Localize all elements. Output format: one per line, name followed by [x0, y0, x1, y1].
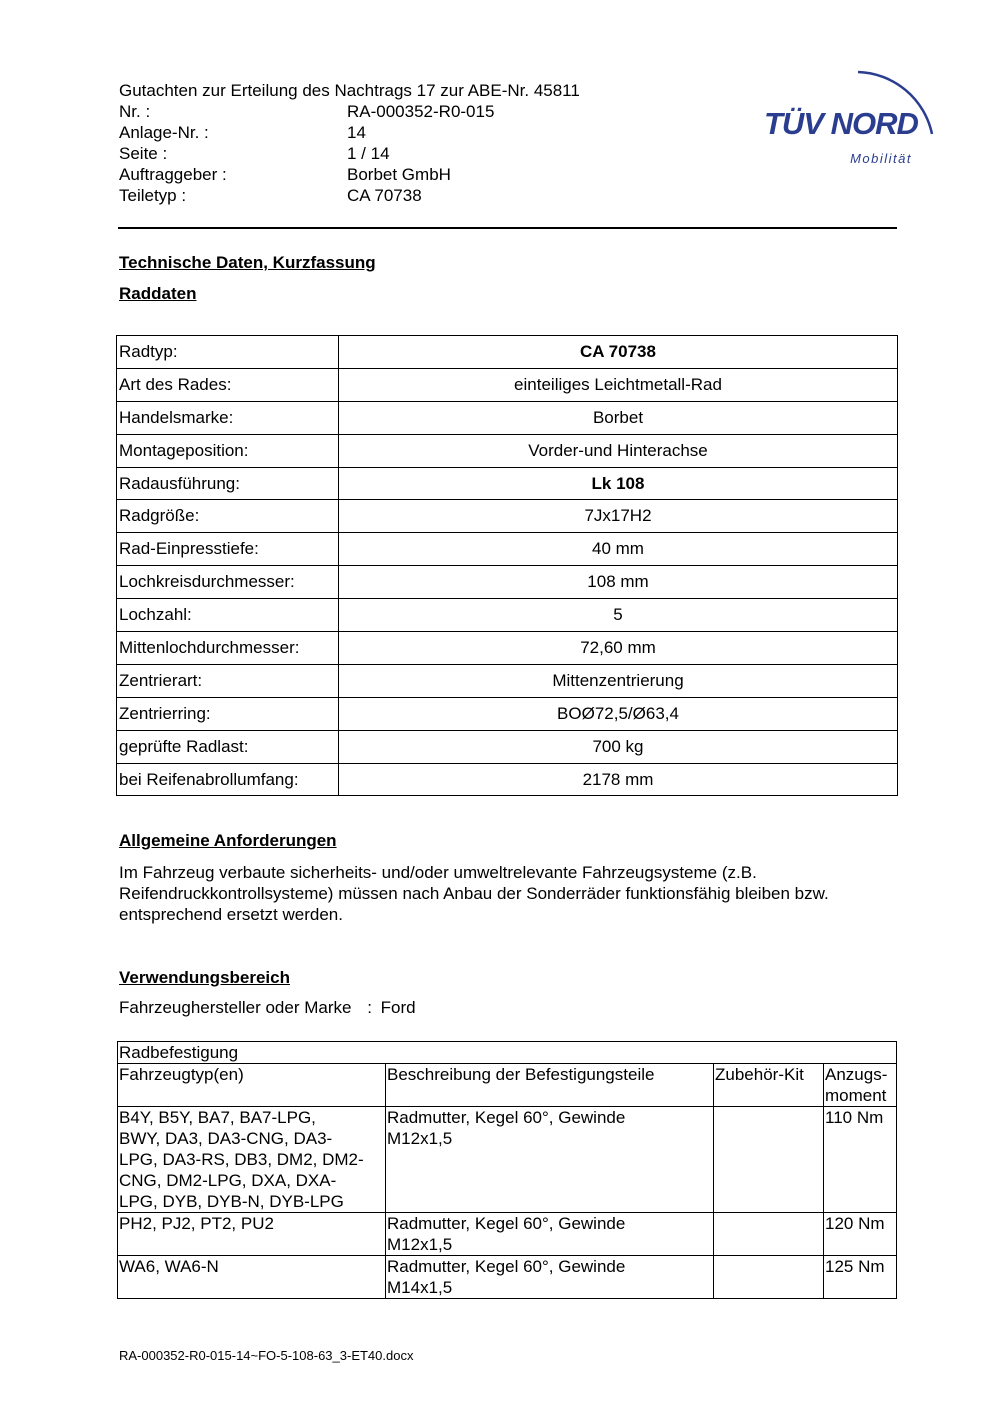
torque-cell: 125 Nm — [824, 1256, 897, 1299]
hersteller-line — [119, 998, 416, 1018]
spec-value: 40 mm — [339, 533, 898, 566]
spec-label: Mittenlochdurchmesser: — [117, 632, 339, 665]
description-line: M12x1,5 — [387, 1129, 453, 1148]
spec-label: Zentrierring: — [117, 697, 339, 730]
spec-label: Radtyp: — [117, 336, 339, 369]
vehicle-types-cell — [118, 1256, 386, 1299]
table-row — [117, 434, 898, 467]
description-line: Radmutter, Kegel 60°, Gewinde — [387, 1257, 626, 1276]
table-row — [117, 664, 898, 697]
header-field-nr — [119, 101, 580, 122]
spec-value: CA 70738 — [339, 336, 898, 369]
column-header: Fahrzeugtyp(en) — [118, 1064, 386, 1107]
vehicle-types-line: WA6, WA6-N — [119, 1257, 219, 1276]
hersteller-separator: : — [367, 998, 372, 1017]
header-field-anlage — [119, 122, 580, 143]
header-divider — [118, 227, 897, 229]
spec-label: Art des Rades: — [117, 368, 339, 401]
spec-value: 5 — [339, 599, 898, 632]
vehicle-types-line: PH2, PJ2, PT2, PU2 — [119, 1214, 274, 1233]
table-title-row — [118, 1042, 897, 1064]
header-field-teiletyp — [119, 185, 580, 206]
column-header-line: Anzugs- — [825, 1065, 888, 1084]
table-row — [117, 500, 898, 533]
table-row — [118, 1256, 897, 1299]
tuv-nord-logo — [764, 58, 944, 173]
spec-label: Radgröße: — [117, 500, 339, 533]
header-field-auftraggeber — [119, 164, 580, 185]
spec-value: 72,60 mm — [339, 632, 898, 665]
header-value: 14 — [347, 123, 366, 142]
column-header: Zubehör-Kit — [714, 1064, 824, 1107]
document-title: Gutachten zur Erteilung des Nachtrags 17 zur ABE-Nr. 45811 — [119, 81, 580, 100]
torque-cell: 120 Nm — [824, 1213, 897, 1256]
table-row — [117, 566, 898, 599]
vehicle-types-cell — [118, 1107, 386, 1213]
spec-value: 7Jx17H2 — [339, 500, 898, 533]
table-header-row — [118, 1064, 897, 1107]
spec-label: Handelsmarke: — [117, 401, 339, 434]
kit-cell — [714, 1213, 824, 1256]
spec-value: einteiliges Leichtmetall-Rad — [339, 368, 898, 401]
header-value: RA-000352-R0-015 — [347, 102, 495, 121]
table-row — [117, 467, 898, 500]
description-cell — [386, 1256, 714, 1299]
radbefestigung-table — [117, 1041, 897, 1299]
vehicle-types-cell — [118, 1213, 386, 1256]
spec-value: Borbet — [339, 401, 898, 434]
header-label: Teiletyp : — [119, 186, 187, 205]
vehicle-types-line: B4Y, B5Y, BA7, BA7-LPG, — [119, 1108, 316, 1127]
column-header-line: moment — [825, 1086, 887, 1105]
column-header-anzugsmoment — [824, 1064, 897, 1107]
spec-value: BOØ72,5/Ø63,4 — [339, 697, 898, 730]
table-row — [118, 1107, 897, 1213]
footer-filename: RA-000352-R0-015-14~FO-5-108-63_3-ET40.docx — [119, 1348, 414, 1363]
allgemein-paragraph — [119, 862, 899, 925]
table-row — [117, 533, 898, 566]
heading-allgemeine-anforderungen: Allgemeine Anforderungen — [119, 831, 337, 850]
table-row — [117, 763, 898, 796]
spec-value: 108 mm — [339, 566, 898, 599]
heading-raddaten: Raddaten — [119, 284, 197, 303]
vehicle-types-line: BWY, DA3, DA3-CNG, DA3- — [119, 1129, 333, 1148]
vehicle-types-line: LPG, DYB, DYB-N, DYB-LPG — [119, 1192, 344, 1211]
kit-cell — [714, 1107, 824, 1213]
description-line: M14x1,5 — [387, 1278, 453, 1297]
vehicle-types-line: LPG, DA3-RS, DB3, DM2, DM2- — [119, 1150, 364, 1169]
spec-value: Lk 108 — [339, 467, 898, 500]
heading-technische-daten: Technische Daten, Kurzfassung — [119, 253, 376, 272]
raddaten-table — [116, 335, 898, 796]
table-title: Radbefestigung — [118, 1042, 897, 1064]
table-row — [117, 336, 898, 369]
header-label: Seite : — [119, 144, 168, 163]
paragraph-line: entsprechend ersetzt werden. — [119, 905, 343, 924]
spec-value: Mittenzentrierung — [339, 664, 898, 697]
kit-cell — [714, 1256, 824, 1299]
table-row — [117, 697, 898, 730]
vehicle-types-line: CNG, DM2-LPG, DXA, DXA- — [119, 1171, 337, 1190]
description-cell — [386, 1107, 714, 1213]
logo-brand-text: TÜV NORD — [764, 106, 918, 141]
table-row — [117, 730, 898, 763]
header-label: Nr. : — [119, 102, 151, 121]
spec-value: Vorder-und Hinterachse — [339, 434, 898, 467]
spec-label: Rad-Einpresstiefe: — [117, 533, 339, 566]
table-row — [117, 401, 898, 434]
paragraph-line: Reifendruckkontrollsysteme) müssen nach Anbau der Sonderräder funktionsfähig bleiben bzw. — [119, 884, 829, 903]
header-label: Anlage-Nr. : — [119, 123, 209, 142]
header-value: 1 / 14 — [347, 144, 390, 163]
spec-value: 2178 mm — [339, 763, 898, 796]
table-row — [117, 368, 898, 401]
spec-label: Lochzahl: — [117, 599, 339, 632]
header-value: CA 70738 — [347, 186, 422, 205]
spec-label: geprüfte Radlast: — [117, 730, 339, 763]
spec-value: 700 kg — [339, 730, 898, 763]
paragraph-line: Im Fahrzeug verbaute sicherheits- und/oder umweltrelevante Fahrzeugsysteme (z.B. — [119, 863, 757, 882]
description-line: Radmutter, Kegel 60°, Gewinde — [387, 1108, 626, 1127]
header-field-seite — [119, 143, 580, 164]
hersteller-value: Ford — [380, 998, 416, 1017]
spec-label: Radausführung: — [117, 467, 339, 500]
heading-verwendungsbereich: Verwendungsbereich — [119, 968, 290, 987]
description-line: M12x1,5 — [387, 1235, 453, 1254]
table-row — [117, 632, 898, 665]
document-header — [119, 80, 580, 206]
spec-label: bei Reifenabrollumfang: — [117, 763, 339, 796]
hersteller-label: Fahrzeughersteller oder Marke — [119, 998, 352, 1017]
torque-cell: 110 Nm — [824, 1107, 897, 1213]
spec-label: Montageposition: — [117, 434, 339, 467]
column-header: Beschreibung der Befestigungsteile — [386, 1064, 714, 1107]
header-value: Borbet GmbH — [347, 165, 451, 184]
table-row — [117, 599, 898, 632]
description-cell — [386, 1213, 714, 1256]
header-label: Auftraggeber : — [119, 165, 227, 184]
spec-label: Lochkreisdurchmesser: — [117, 566, 339, 599]
logo-subtitle: Mobilität — [850, 151, 912, 166]
description-line: Radmutter, Kegel 60°, Gewinde — [387, 1214, 626, 1233]
spec-label: Zentrierart: — [117, 664, 339, 697]
table-row — [118, 1213, 897, 1256]
